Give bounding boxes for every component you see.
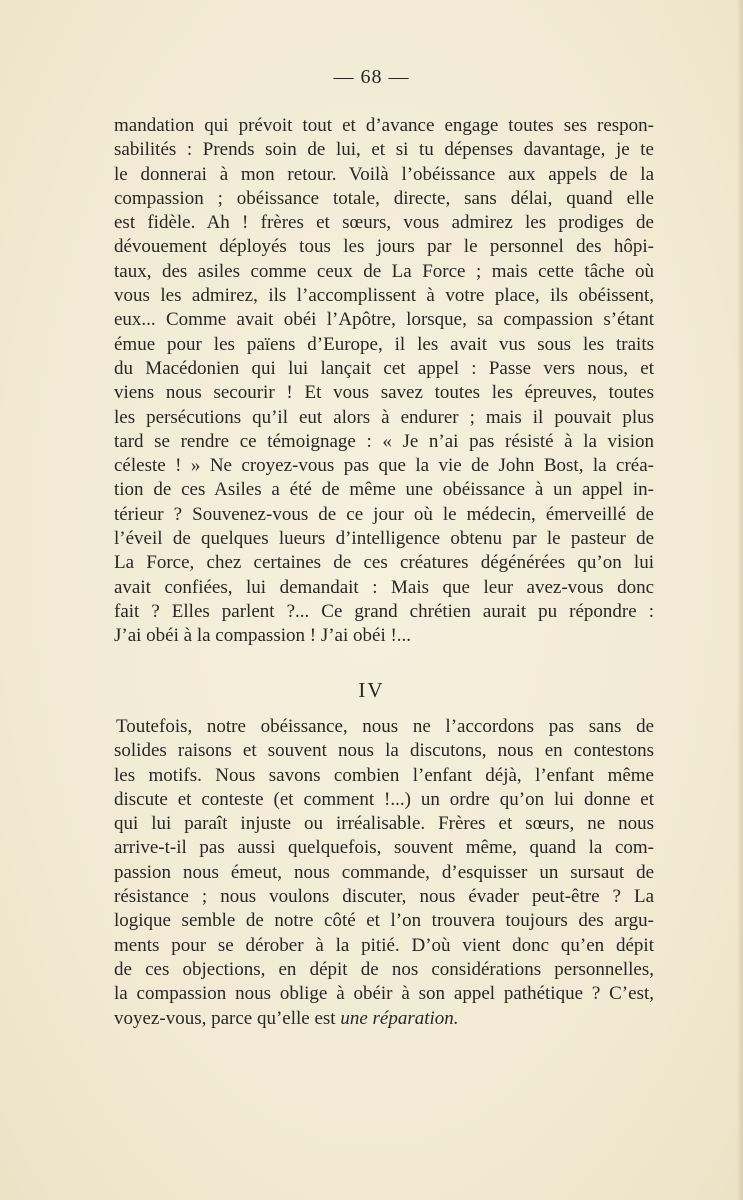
paragraph-2 (114, 715, 654, 1031)
text-line: passion nous émeut, nous commande, d’esquisser un sursaut de (114, 861, 654, 883)
text-line: discute et conteste (et comment !...) un ordre qu’on lui donne et (114, 788, 654, 810)
page-number: — 68 — (333, 66, 410, 88)
text-line: logique semble de notre côté et l’on trouvera toujours des argu- (114, 910, 654, 932)
text-line: mandation qui prévoit tout et d’avance engage toutes ses respon- (114, 115, 654, 136)
text-line: arrive-t-il pas aussi quelquefois, souvent même, quand la com- (114, 837, 654, 859)
text-line: résistance ; nous voulons discuter, nous évader peut-être ? La (114, 886, 654, 908)
text-line: céleste ! » Ne croyez-vous pas que la vie de John Bost, la créa- (114, 455, 654, 477)
text-line: les motifs. Nous savons combien l’enfant déjà, l’enfant même (114, 764, 654, 786)
text-line: dévouement déployés tous les jours par le personnel des hôpi- (114, 236, 654, 258)
text-line: fait ? Elles parlent ?... Ce grand chrétien aurait pu répondre : (114, 600, 654, 622)
text-line: avait confiées, lui demandait : Mais que leur avez-vous donc (114, 576, 654, 598)
text-line: eux... Comme avait obéi l’Apôtre, lorsque, sa compassion s’étant (114, 309, 654, 331)
text-line (114, 1007, 654, 1031)
text-line: vous les admirez, ils l’accomplissent à votre place, ils obéissent, (114, 285, 654, 307)
text-line: compassion ; obéissance totale, directe, sans délai, quand elle (114, 187, 654, 209)
text-line: est fidèle. Ah ! frères et sœurs, vous admirez les prodiges de (114, 212, 654, 234)
text-line: émue pour les païens d’Europe, il les avait vus sous les traits (114, 333, 654, 355)
text-line: térieur ? Souvenez-vous de ce jour où le médecin, émerveillé de (114, 503, 654, 525)
italic-phrase: une réparation. (340, 1007, 459, 1029)
text-line-start: voyez-vous, parce qu’elle est (114, 1007, 341, 1029)
text-line: ments pour se dérober à la pitié. D’où vient donc qu’en dépit (114, 934, 654, 956)
text-line: solides raisons et souvent nous la discutons, nous en contestons (114, 740, 654, 762)
text-line: tion de ces Asiles a été de même une obéissance à un appel in- (114, 479, 654, 501)
text-line: l’éveil de quelques lueurs d’intelligence obtenu par le pasteur de (114, 528, 654, 550)
text-line: du Macédonien qui lui lançait cet appel : Passe vers nous, et (114, 357, 654, 379)
text-line: J’ai obéi à la compassion ! J’ai obéi !... (114, 625, 412, 647)
text-line: Toutefois, notre obéissance, nous ne l’accordons pas sans de (116, 716, 654, 737)
text-line: qui lui paraît injuste ou irréalisable. Frères et sœurs, ne nous (114, 813, 654, 835)
text-line: sabilités : Prends soin de lui, et si tu dépenses davantage, je te (114, 139, 654, 161)
text-line: taux, des asiles comme ceux de La Force ; mais cette tâche où (114, 260, 654, 282)
section-heading: IV (358, 678, 385, 702)
text-line: viens nous secourir ! Et vous savez toutes les épreuves, toutes (114, 382, 654, 404)
text-line: de ces objections, en dépit de nos considérations personnelles, (114, 958, 654, 980)
text-line: tard se rendre ce témoignage : « Je n’ai pas résisté à la vision (114, 430, 654, 452)
text-line: la compassion nous oblige à obéir à son appel pathétique ? C’est, (114, 983, 654, 1005)
text-line: le donnerai à mon retour. Voilà l’obéissance aux appels de la (114, 163, 654, 185)
page-edge-shadow (737, 0, 743, 1200)
text-line: La Force, chez certaines de ces créatures dégénérées qu’on lui (114, 552, 654, 574)
text-line: les persécutions qu’il eut alors à endurer ; mais il pouvait plus (114, 406, 654, 428)
paragraph-1 (114, 114, 654, 649)
